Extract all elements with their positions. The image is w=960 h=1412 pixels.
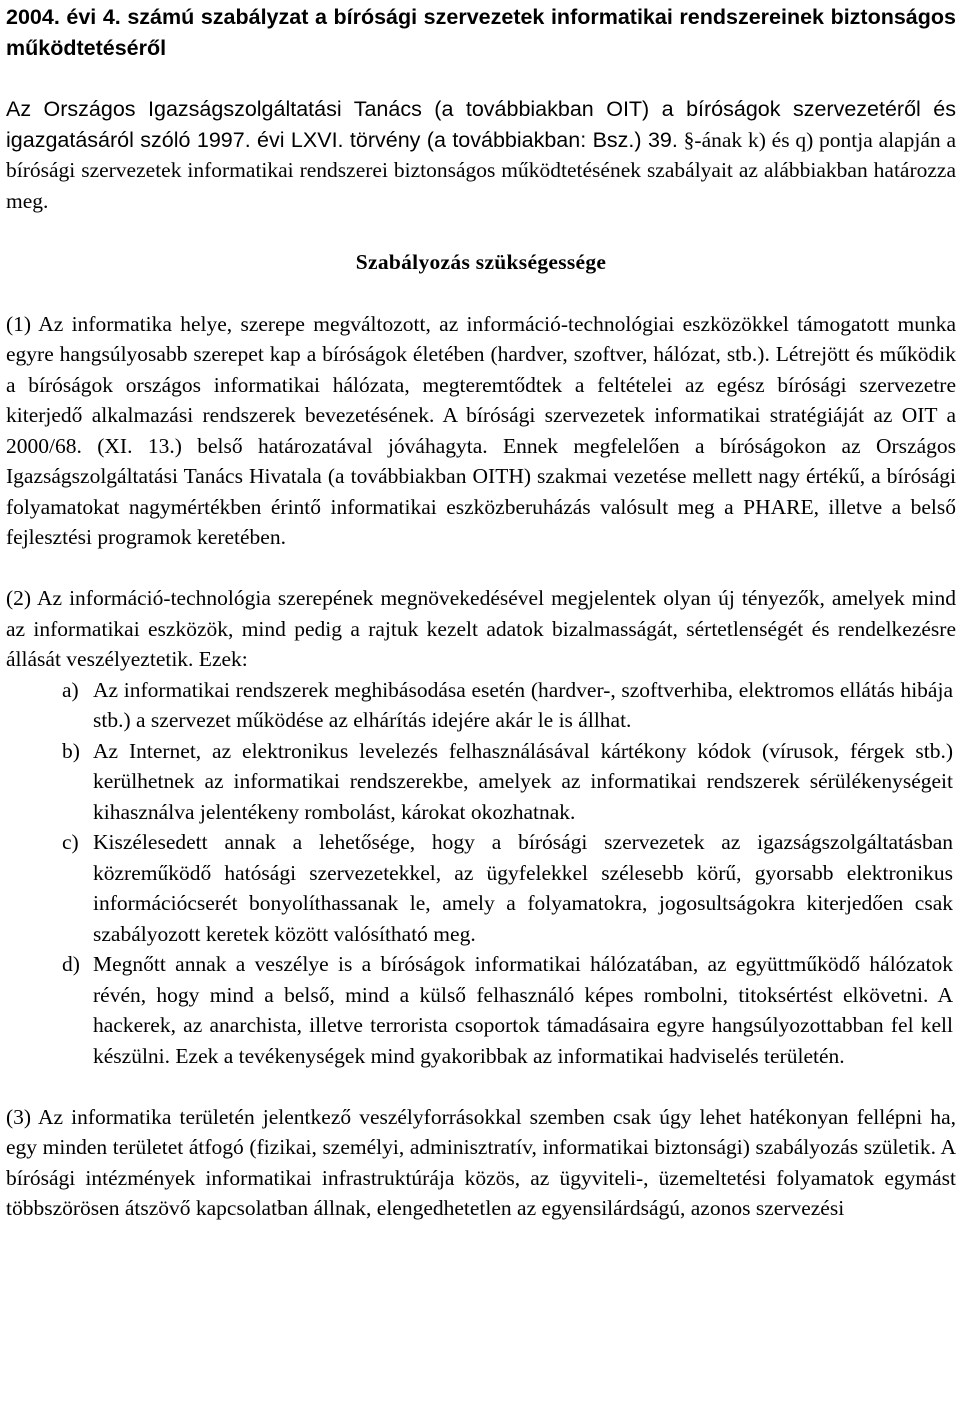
paragraph-3: (3) Az informatika területén jelentkező veszélyforrásokkal szemben csak úgy lehet hatékonyan fellépni ha, egy minden területet átfogó (fizikai, személyi, adminisztratív, informatikai biztonsági) szabályozás születik. A bírósági intézmények informatikai infrastruktúrája közös, az ügyviteli-, üzemeltetési folyamatok egymást többszörösen átszövő kapcsolatban állnak, elengedhetetlen az egyensilárdságú, azonos szervezési (6, 1104, 956, 1220)
intro-paragraph (6, 94, 956, 216)
list-item-text: Az Internet, az elektronikus levelezés felhasználásával kártékony kódok (vírusok, férgek stb.) kerülhetnek az informatikai rendszerekbe, amelyek az informatikai rendszerek sérülékenységeit kihasználva jelentékeny rombolást, károkat okozhatnak. (93, 738, 953, 824)
list-item-marker: d) (62, 952, 80, 976)
list-item (6, 827, 956, 949)
list-item-marker: c) (62, 830, 79, 854)
intro-part-2: §-ának k) és q) pontja alapján a bírósági szervezetek informatikai rendszerei biztonságos működtetésének szabályait az alábbiakban határozza meg. (6, 127, 956, 213)
paragraph-2: (2) Az információ-technológia szerepének megnövekedésével megjelentek olyan új tényezők, amelyek mind az informatikai eszközök, mind pedig a rajtuk kezelt adatok bizalmasságát, sértetlenségét és rendelkezésre állását veszélyeztetik. Ezek: (6, 586, 956, 671)
paragraph-1: (1) Az informatika helye, szerepe megváltozott, az információ-technológiai eszközökkel támogatott munka egyre hangsúlyosabb szerepet kap a bíróságok életében (hardver, szoftver, hálózat, stb.). Létrejött és működik a bíróságok országos informatikai hálózata, megteremtődtek a feltételei az egész bírósági szervezetre kiterjedő alkalmazási rendszerek bevezetésének. A bírósági szervezetek informatikai stratégiáját az OIT a 2000/68. (XI. 13.) belső határozatával jóváhagyta. Ennek megfelelően a bíróságokon az Országos Igazságszolgáltatási Tanács Hivatala (a továbbiakban OITH) szakmai vezetése mellett nagy értékű, a bírósági folyamatokat nagymértékben érintő informatikai eszközberuházás valósult meg a PHARE, illetve a belső fejlesztési programok keretében. (6, 311, 956, 549)
list-item-text: Az informatikai rendszerek meghibásodása esetén (hardver-, szoftverhiba, elektromos ellátás hibája stb.) a szervezet működése az elhárítás idejére akár le is állhat. (93, 677, 953, 732)
document-page (6, 0, 956, 1224)
list-item (6, 675, 956, 736)
intro-part-1: Az Országos Igazságszolgáltatási Tanács (a továbbiakban OIT) a bíróságok szervezetéről és igazgatásáról szóló 1997. évi LXVI. törvény (a továbbiakban: Bsz.) 39. (6, 97, 956, 152)
list-item-marker: b) (62, 738, 80, 763)
list-item-marker: a) (62, 677, 79, 702)
list-item (6, 949, 956, 1071)
threat-list (6, 675, 956, 1072)
list-item-text: Megnőtt annak a veszélye is a bíróságok informatikai hálózatában, az együttműködő hálózatok révén, hogy mind a belső, mind a külső felhasználó képes rombolni, titoksértést elkövetni. A hackerek, az anarchista, illetve terrorista csoportok támadásaira egyre hangsúlyozottabban fel kell készülni. Ezek a tevékenységek mind gyakoribbak az informatikai hadviselés területén. (93, 952, 953, 1068)
list-item-text: Kiszélesedett annak a lehetősége, hogy a bírósági szervezetek az igazságszolgáltatásban közreműködő hatósági szervezetekkel, az ügyfelekkel szélesebb körű, gyorsabb elektronikus információcserét bonyolíthassanak le, amely a folyamatokra, jogosultságokra kiterjedően csak szabályozott keretek között valósítható meg. (93, 830, 953, 946)
list-item (6, 736, 956, 828)
section-heading: Szabályozás szükségessége (355, 250, 607, 274)
document-title: 2004. évi 4. számú szabályzat a bírósági szervezetek informatikai rendszereinek biztonságos működtetéséről (6, 5, 956, 60)
